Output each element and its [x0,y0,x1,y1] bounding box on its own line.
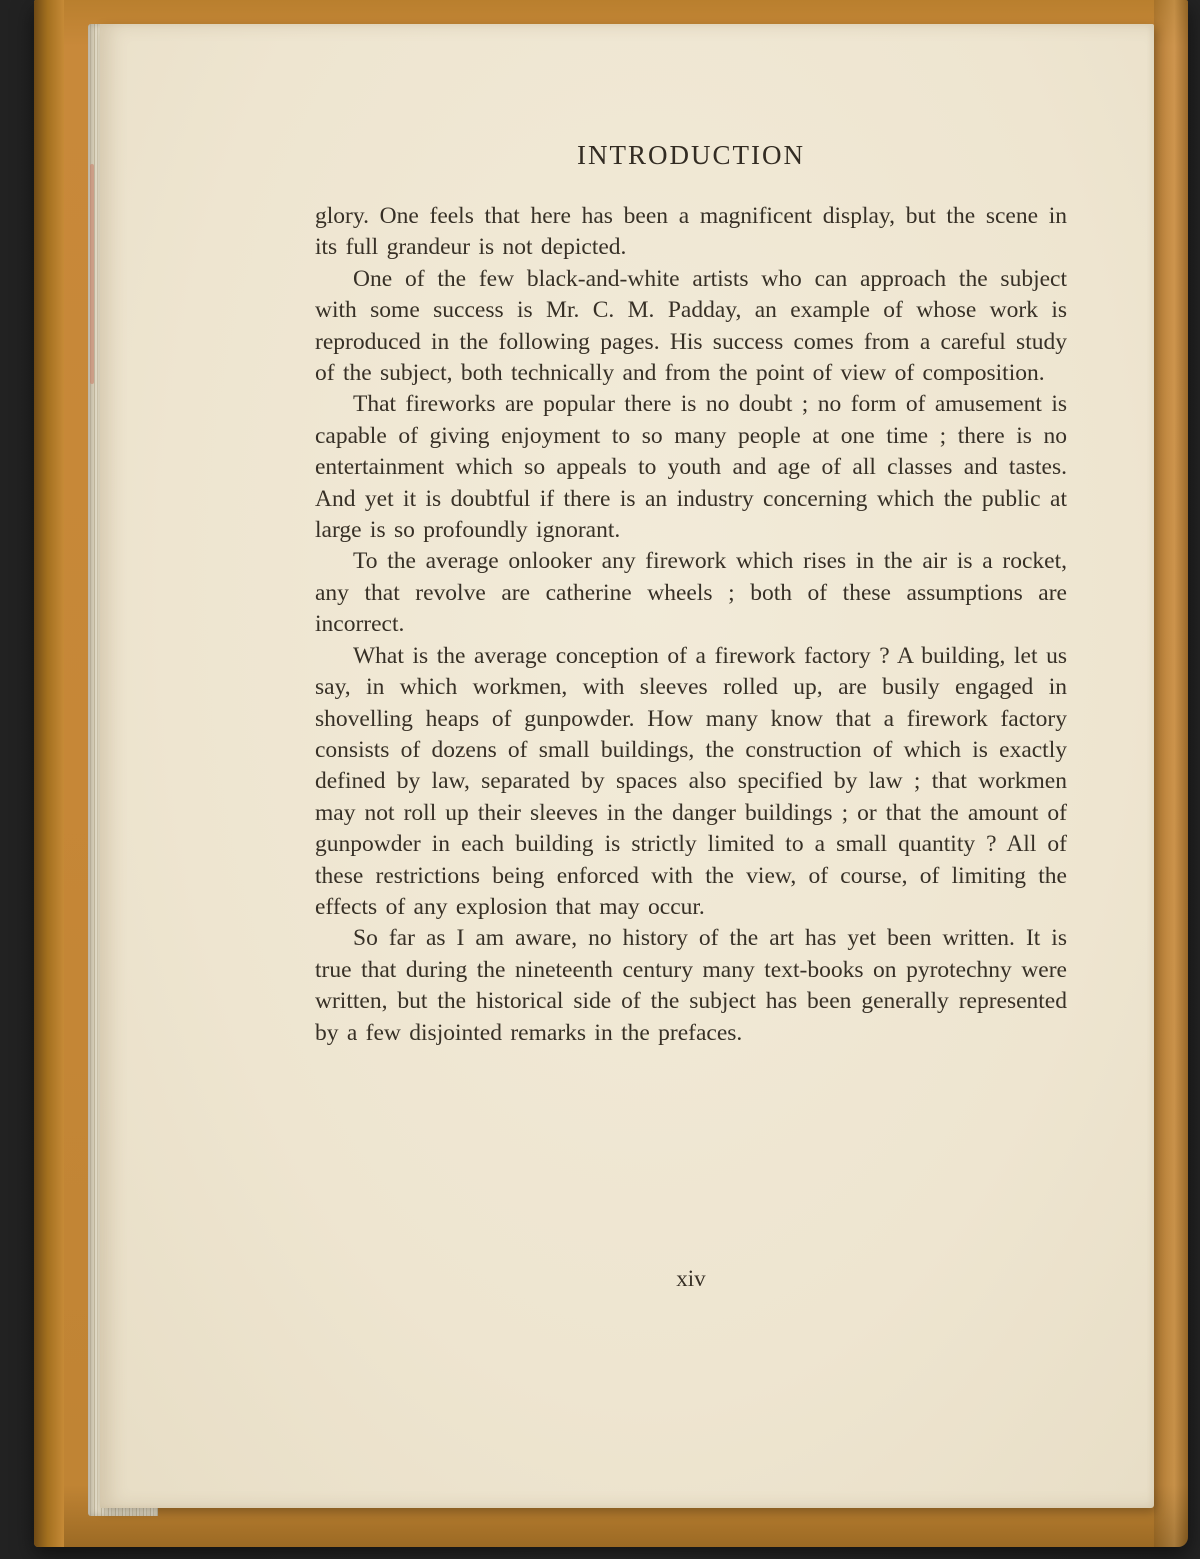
paragraph: glory. One feels that here has been a magnificent display, but the scene in its full grandeur is not depicted. [315,203,1067,261]
paragraph: One of the few black-and-white artists who can approach the subject with some success is Mr. C. M. Padday, an example of whose work is reproduced in the following pages. His success comes from a careful study of the subject, both technically and from the point of view of composition. [315,265,1067,387]
paragraph: What is the average conception of a firework factory ? A building, let us say, in which workmen, with sleeves rolled up, are busily engaged in shovelling heaps of gunpowder. How many know that a firework factory consists of dozens of small buildings, the construction of which is exactly defined by law, separated by spaces also specified by law ; that workmen may not roll up their sleeves in the danger buildings ; or that the amount of gunpowder in each building is strictly limited to a small quantity ? All of these restrictions being enforced with the view, of course, of limiting the effects of any explosion that may occur. [315,642,1067,920]
page-heading: INTRODUCTION [577,140,805,170]
paragraph: To the average onlooker any firework which rises in the air is a rocket, any that revolve are catherine wheels ; both of these assumptions are incorrect. [315,548,1067,638]
text-block [315,140,1067,1049]
page-edge-tint [90,164,94,384]
page-number: xiv [676,1266,706,1291]
book-cover [34,0,1188,1547]
paragraph: That fireworks are popular there is no doubt ; no form of amusement is capable of giving enjoyment to so many people at one time ; there is no entertainment which so appeals to youth and age of all classes and tastes. And yet it is doubtful if there is an industry concerning which the public at large is so profoundly ignorant. [315,391,1067,544]
paragraph: So far as I am aware, no history of the art has yet been written. It is true that during the nineteenth century many text-books on pyrotechny were written, but the historical side of the subject has been generally represented by a few disjointed remarks in the prefaces. [315,925,1067,1046]
book-page [100,24,1154,1508]
